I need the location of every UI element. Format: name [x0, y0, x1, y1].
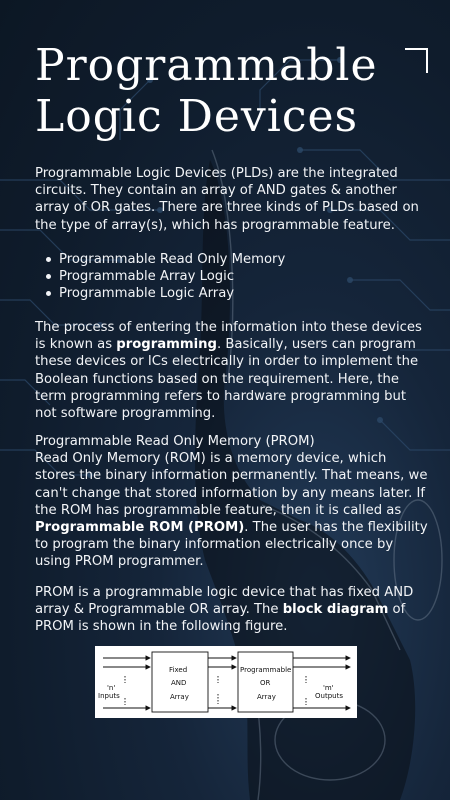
programming-text-1: The process of entering the information into these devices is known as: [35, 320, 422, 353]
page-title: [35, 40, 415, 142]
outputs-label: Outputs: [315, 692, 343, 700]
prom-heading: Programmable Read Only Memory (PROM): [35, 434, 315, 449]
box1-line2: AND: [171, 679, 187, 687]
box2-line2: OR: [260, 679, 271, 687]
box1-line3: Array: [170, 693, 189, 701]
prom-bold-term: Programmable ROM (PROM): [35, 520, 245, 536]
pld-types-list: [35, 251, 415, 303]
intro-paragraph: Programmable Logic Devices (PLDs) are the integrated circuits. They contain an array of AND gates & another array of OR gates. There are three kinds of PLDs based on the type of array(s), which has programmable feature.: [35, 166, 419, 233]
prom-text-1: Read Only Memory (ROM) is a memory device, which stores the binary information permanently. That means, we can't change that stored information by any means later. If the ROM has programmable feature, then it is called as: [35, 451, 428, 518]
inputs-label-n: 'n': [107, 684, 116, 692]
block-diagram-bold-term: block diagram: [282, 602, 389, 618]
prom-block-diagram-svg: [95, 646, 357, 718]
box2-line1: Programmable: [240, 666, 292, 674]
box1-line1: Fixed: [169, 666, 188, 674]
prom-block-paragraph: [35, 584, 430, 636]
prom-text-2: . The user has the flexibility to program the binary information electrically once by using PROM programmer.: [35, 520, 428, 570]
programming-text-2: . Basically, users can program these devices or ICs electrically in order to implement the Boolean functions based on the requirement. Here, the term programming refers to hardware programming but not software programming.: [35, 337, 419, 422]
programming-paragraph: [35, 319, 430, 422]
list-item: Programmable Read Only Memory: [35, 251, 415, 268]
list-item: Programmable Logic Array: [35, 285, 415, 302]
box2-line3: Array: [257, 693, 276, 701]
list-item: Programmable Array Logic: [35, 268, 415, 285]
prom-paragraph: [35, 433, 430, 571]
title-line-1: Programmable: [35, 40, 378, 91]
prom-block-text-2: of PROM is shown in the following figure.: [35, 602, 406, 635]
prom-block-text-1: PROM is a programmable logic device that has fixed AND array & Programmable OR array. The: [35, 585, 414, 618]
programming-bold-term: programming: [116, 337, 217, 353]
prom-block-diagram: [95, 646, 357, 718]
title-line-2: Logic Devices: [35, 91, 359, 142]
inputs-label: Inputs: [98, 692, 120, 700]
outputs-label-m: 'm': [323, 684, 334, 692]
